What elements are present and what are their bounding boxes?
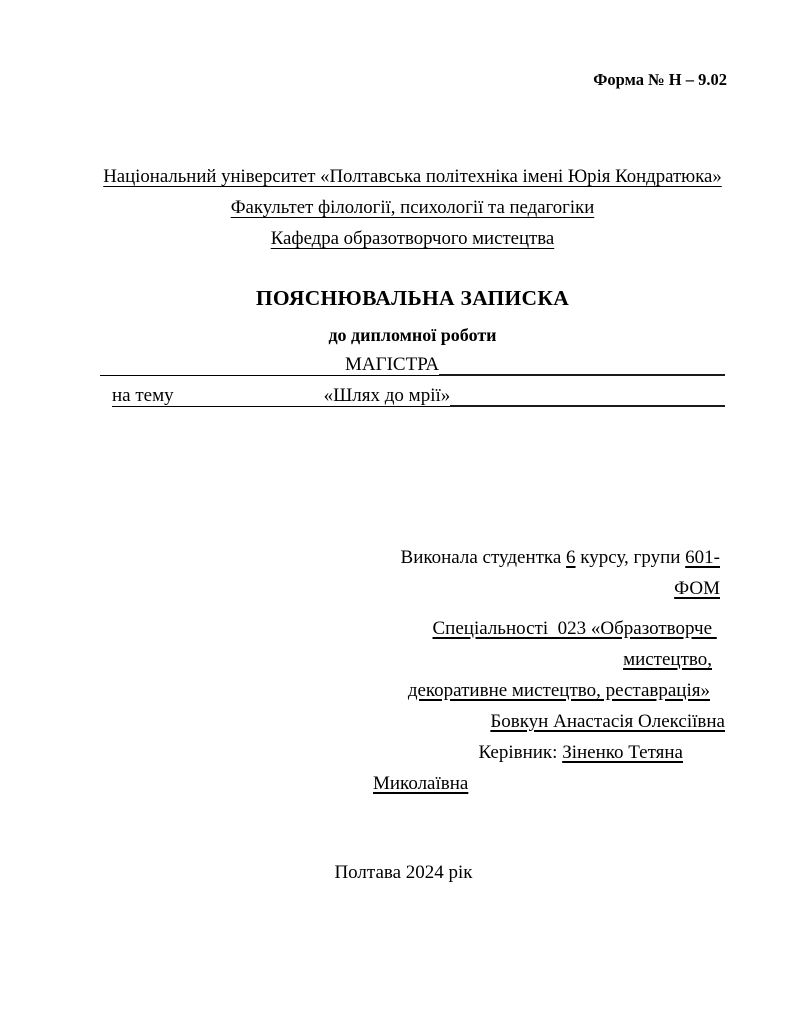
student-name: Бовкун Анастасія Олексіївна bbox=[490, 711, 725, 732]
performed-prefix: Виконала студентка bbox=[400, 547, 567, 568]
course-number: 6 bbox=[566, 547, 576, 568]
specialty-line-1: Спеціальності 023 «Образотворче мистецтво, bbox=[432, 618, 717, 670]
student-name-line bbox=[355, 706, 725, 737]
university-name: Національний університет «Полтавська політехніка імені Юрія Кондратюка» bbox=[103, 166, 722, 187]
supervisor-line-continued bbox=[355, 768, 725, 799]
group-code: 601-ФОМ bbox=[674, 547, 720, 599]
supervisor-line bbox=[355, 737, 725, 768]
supervisor-label: Керівник: bbox=[478, 742, 563, 763]
performed-middle: курсу, групи bbox=[575, 547, 686, 568]
supervisor-name-part1: Зіненко Тетяна bbox=[562, 742, 683, 763]
organization-block bbox=[100, 161, 725, 254]
topic-underline-gap bbox=[174, 386, 324, 407]
topic-label: на тему bbox=[112, 385, 174, 406]
degree-value: МАГІСТРА bbox=[345, 354, 440, 375]
topic-underscore-fill bbox=[450, 386, 725, 407]
degree-underscore-fill bbox=[439, 355, 725, 376]
city-year-line: Полтава 2024 рік bbox=[334, 862, 473, 883]
specialty-line-2: декоративне мистецтво, реставрація» bbox=[407, 680, 710, 701]
topic-line bbox=[112, 386, 725, 407]
department-name: Кафедра образотворчого мистецтва bbox=[270, 228, 555, 249]
supervisor-name-part2: Миколаївна bbox=[373, 773, 469, 794]
topic-value: «Шлях до мрії» bbox=[323, 385, 451, 406]
document-title: ПОЯСНЮВАЛЬНА ЗАПИСКА bbox=[255, 286, 570, 310]
performed-by-line bbox=[355, 542, 725, 604]
degree-line bbox=[100, 355, 725, 376]
document-subtitle: до дипломної роботи bbox=[328, 325, 497, 345]
degree-underline-left bbox=[100, 355, 345, 376]
faculty-name: Факультет філології, психології та педагогіки bbox=[230, 197, 595, 218]
form-number: Форма № Н – 9.02 bbox=[593, 70, 727, 89]
student-info-block bbox=[355, 542, 725, 799]
